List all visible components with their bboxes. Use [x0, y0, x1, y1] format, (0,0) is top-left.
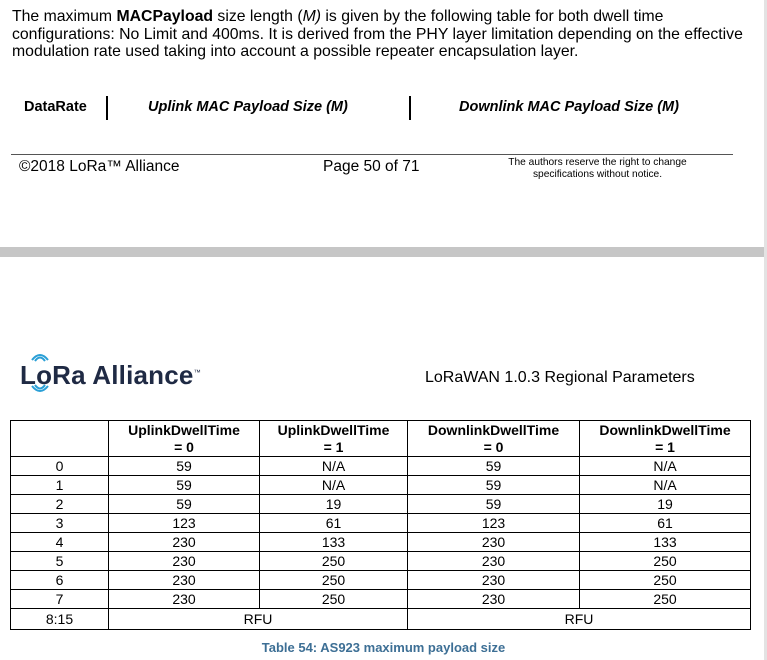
footer-divider [11, 154, 733, 155]
footer-notice-line: The authors reserve the right to change [508, 157, 687, 168]
footer-notice [496, 157, 699, 180]
column-divider [409, 96, 411, 120]
table-cell: 250 [580, 571, 751, 590]
table-cell: 61 [580, 514, 751, 533]
table-cell: 1 [11, 476, 109, 495]
footer-notice-line: specifications without notice. [532, 168, 663, 180]
table-cell: 59 [109, 495, 260, 514]
table-cell: 230 [408, 533, 580, 552]
table-row [11, 514, 751, 533]
table-cell: 5 [11, 552, 109, 571]
table-cell: 19 [580, 495, 751, 514]
table-cell: 230 [109, 590, 260, 609]
table-header-cell: DownlinkDwellTime = 1 [580, 421, 751, 457]
page-separator [0, 247, 767, 257]
table-row [11, 590, 751, 609]
table-row [11, 457, 751, 476]
table-cell: 59 [109, 457, 260, 476]
header-datarate: DataRate [24, 99, 87, 115]
table-row [11, 571, 751, 590]
table-header-cell [11, 421, 109, 457]
body-paragraph: The maximum MACPayload size length (M) is given by the following table for both dwell time configurations: No Limit and 400ms. It is derived from the PHY layer limitation depending on the effective modulation rate used taking into account a possible repeater encapsulation layer. [12, 8, 743, 60]
table-cell: 7 [11, 590, 109, 609]
header-uplink-size: Uplink MAC Payload Size (M) [148, 99, 348, 115]
signal-waves-icon [30, 384, 50, 396]
table-cell: N/A [580, 476, 751, 495]
table-cell: N/A [580, 457, 751, 476]
table-row-rfu [11, 609, 751, 630]
table-cell: N/A [260, 476, 408, 495]
table-cell: 123 [109, 514, 260, 533]
table-cell: 3 [11, 514, 109, 533]
table-cell: 59 [408, 476, 580, 495]
column-divider [106, 96, 108, 120]
table-cell: 230 [109, 571, 260, 590]
table-cell: 61 [260, 514, 408, 533]
table-cell: 123 [408, 514, 580, 533]
table-cell: 250 [580, 552, 751, 571]
table-cell: 6 [11, 571, 109, 590]
table-cell-rfu-downlink: RFU [408, 609, 751, 630]
table-cell: 59 [408, 457, 580, 476]
table-header-cell: DownlinkDwellTime = 0 [408, 421, 580, 457]
table-cell: 59 [109, 476, 260, 495]
table-row [11, 552, 751, 571]
table-header-cell: UplinkDwellTime = 1 [260, 421, 408, 457]
table-cell: 133 [580, 533, 751, 552]
table-cell: 250 [580, 590, 751, 609]
table-cell: N/A [260, 457, 408, 476]
payload-size-table [10, 420, 751, 630]
table-cell: 250 [260, 590, 408, 609]
table-caption: Table 54: AS923 maximum payload size [261, 640, 506, 655]
table-cell: 8:15 [11, 609, 109, 630]
prev-table-header [0, 96, 767, 120]
table-cell: 2 [11, 495, 109, 514]
table-cell: 230 [408, 552, 580, 571]
table-cell-rfu-uplink: RFU [109, 609, 408, 630]
table-row [11, 495, 751, 514]
previous-page [0, 0, 767, 247]
table-cell: 59 [408, 495, 580, 514]
header-downlink-size: Downlink MAC Payload Size (M) [459, 99, 679, 115]
table-cell: 133 [260, 533, 408, 552]
table-header-row [11, 421, 751, 457]
table-cell: 0 [11, 457, 109, 476]
table-cell: 250 [260, 552, 408, 571]
logo-wordmark: LoRa Alliance™ [20, 360, 201, 390]
table-row [11, 533, 751, 552]
footer-page-number: Page 50 of 71 [323, 158, 420, 175]
table-cell: 230 [109, 533, 260, 552]
footer-copyright: ©2018 LoRa™ Alliance [19, 158, 180, 175]
table-cell: 230 [408, 590, 580, 609]
table-cell: 230 [408, 571, 580, 590]
table-cell: 230 [109, 552, 260, 571]
table-cell: 250 [260, 571, 408, 590]
document-title: LoRaWAN 1.0.3 Regional Parameters [425, 369, 695, 386]
table-header-cell: UplinkDwellTime = 0 [109, 421, 260, 457]
table-cell: 19 [260, 495, 408, 514]
table-cell: 4 [11, 533, 109, 552]
table-row [11, 476, 751, 495]
